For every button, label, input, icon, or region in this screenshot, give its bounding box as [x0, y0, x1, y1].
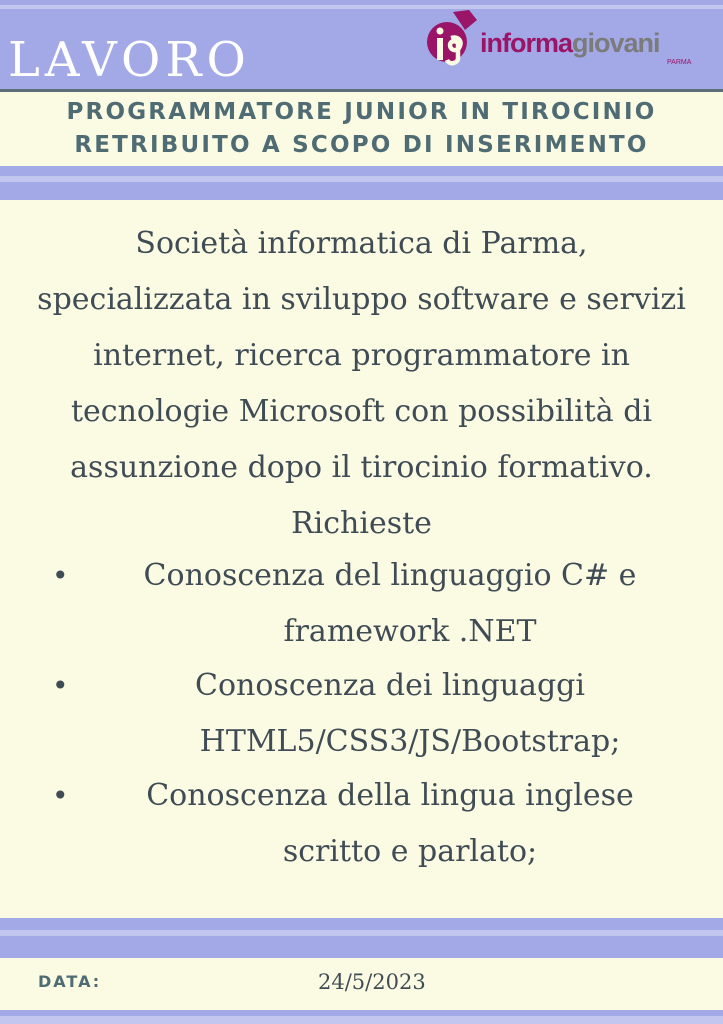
job-title-line-1: PROGRAMMATORE JUNIOR IN TIROCINIO: [66, 99, 657, 125]
logo-subtitle: PARMA: [667, 59, 692, 66]
date-value: 24/5/2023: [318, 970, 426, 994]
date-label: DATA:: [38, 972, 102, 991]
job-title-line-2: RETRIBUITO A SCOPO DI INSERIMENTO: [74, 132, 649, 158]
bullet-icon: •: [52, 669, 69, 702]
description-line: tecnologie Microsoft con possibilità di: [70, 394, 653, 429]
requirement-line: framework .NET: [283, 614, 537, 649]
description-line: specializzata in sviluppo software e servizi: [37, 282, 686, 317]
requirements-list: [0, 548, 723, 878]
list-item: [0, 768, 723, 878]
description-line: assunzione dopo il tirocinio formativo.: [70, 450, 653, 485]
requirement-line: Conoscenza della lingua inglese: [146, 778, 634, 813]
requirement-text: [90, 548, 690, 660]
logo-mark-icon: [425, 8, 485, 70]
list-item: [0, 658, 723, 768]
description-line: internet, ricerca programmatore in: [93, 338, 630, 373]
requirement-line: Conoscenza del linguaggio C# e: [143, 558, 637, 593]
stripe-upper-3: [0, 182, 723, 200]
logo-word-informa: informa: [480, 28, 573, 58]
list-item: [0, 548, 723, 658]
logo-word-giovani: giovani: [572, 28, 660, 58]
category-title: LAVORO: [8, 32, 251, 88]
informagiovani-logo: [425, 8, 715, 74]
description-line: Società informatica di Parma,: [135, 226, 588, 261]
requirement-line: Conoscenza dei linguaggi: [195, 668, 585, 703]
job-description: [0, 216, 723, 552]
requirement-text: [90, 768, 690, 880]
requirement-text: [90, 658, 690, 770]
job-title: [0, 96, 723, 162]
bullet-icon: •: [52, 559, 69, 592]
bullet-icon: •: [52, 779, 69, 812]
requirement-line: HTML5/CSS3/JS/Bootstrap;: [199, 724, 621, 759]
stripe-upper-1: [0, 166, 723, 176]
stripe-lower-1: [0, 918, 723, 930]
requirements-heading: Richieste: [291, 506, 432, 541]
logo-wordmark: [480, 27, 660, 59]
requirement-line: scritto e parlato;: [282, 834, 538, 869]
stripe-bottom-2: [0, 1016, 723, 1024]
stripe-lower-3: [0, 936, 723, 958]
